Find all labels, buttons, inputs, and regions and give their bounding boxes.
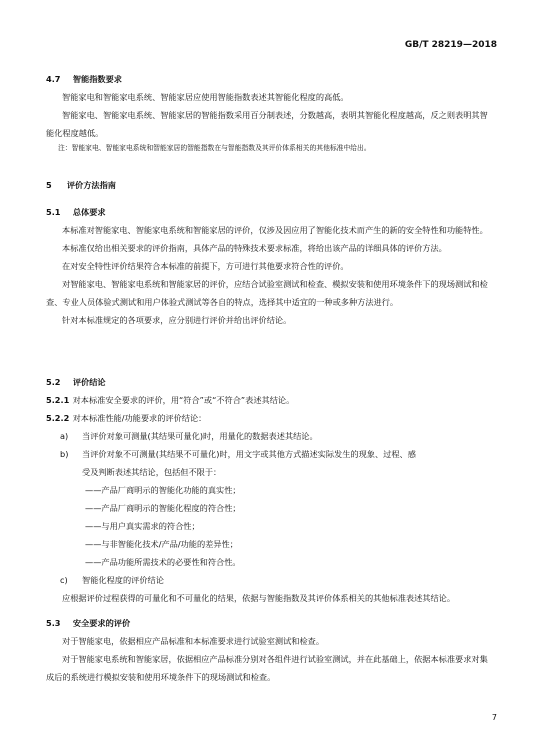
paragraph: 本标准对智能家电、智能家电系统和智能家居的评价，仅涉及因应用了智能化技术而产生的新的安全特性和功能特性。 bbox=[62, 225, 488, 235]
section-5-2 bbox=[46, 373, 492, 607]
section-5-1 bbox=[46, 203, 492, 329]
note: 注：智能家电、智能家电系统和智能家居的智能指数在与智能指数及其评价体系相关的其他标准中给出。 bbox=[58, 144, 371, 152]
clause-5-2-2: 5.2.2 对本标准性能/功能要求的评价结论： bbox=[46, 413, 207, 423]
paragraph: 针对本标准规定的各项要求，应分别进行评价并给出评价结论。 bbox=[62, 315, 292, 325]
section-5-3 bbox=[46, 614, 492, 686]
heading-5-2: 5.2 评价结论 bbox=[46, 377, 106, 387]
paragraph: 在对安全特性评价结果符合本标准的前提下，方可进行其他要求符合性的评价。 bbox=[62, 261, 349, 271]
paragraph: 对智能家电、智能家电系统和智能家居的评价，应结合试验室测试和检查、模拟安装和使用环境条件下的现场测试和检查、专业人员体验式测试和用户体验式测试等各自的特点，选择其中适宜的一种或多种方法进行。 bbox=[46, 279, 488, 307]
heading-4-7: 4.7 智能指数要求 bbox=[46, 74, 122, 84]
list-item-c: c) 智能化程度的评价结论 bbox=[60, 575, 164, 585]
standard-code: GB/T 28219—2018 bbox=[404, 40, 497, 50]
paragraph: 智能家电和智能家电系统、智能家居应使用智能指数表述其智能化程度的高低。 bbox=[62, 92, 349, 102]
paragraph: 应根据评价过程获得的可量化和不可量化的结果，依据与智能指数及其评价体系相关的其他标准表述其结论。 bbox=[62, 593, 456, 603]
dash-item: ——产品厂商明示的智能化程度的符合性； bbox=[85, 503, 241, 513]
heading-5: 5 评价方法指南 bbox=[46, 180, 116, 190]
list-item-b-cont: 受及判断表述其结论，包括但不限于： bbox=[82, 467, 222, 477]
dash-item: ——与非智能化技术/产品/功能的差异性； bbox=[85, 539, 238, 549]
dash-item: ——产品厂商明示的智能化功能的真实性； bbox=[85, 485, 241, 495]
paragraph: 本标准仅给出相关要求的评价指南，具体产品的特殊技术要求标准，将给出该产品的详细具体的评价方法。 bbox=[62, 243, 447, 253]
list-item-a: a) 当评价对象可测量(其结果可量化)时，用量化的数据表述其结论。 bbox=[60, 431, 318, 441]
section-4-7 bbox=[46, 70, 492, 154]
clause-5-2-1: 5.2.1 对本标准安全要求的评价，用“符合”或“不符合”表述其结论。 bbox=[46, 395, 295, 405]
page-number: 7 bbox=[491, 713, 497, 722]
list-item-b: b) 当评价对象不可测量(其结果不可量化)时，用文字或其他方式描述实际发生的现象、过程、感 bbox=[60, 449, 416, 459]
dash-item: ——与用户真实需求的符合性； bbox=[85, 521, 200, 531]
paragraph: 对于智能家电系统和智能家居，依据相应产品标准分别对各组件进行试验室测试，并在此基础上，依据本标准要求对集成后的系统进行模拟安装和使用环境条件下的现场测试和检查。 bbox=[46, 654, 488, 682]
heading-5-3: 5.3 安全要求的评价 bbox=[46, 618, 131, 628]
paragraph: 对于智能家电，依据相应产品标准和本标准要求进行试验室测试和检查。 bbox=[62, 636, 325, 646]
heading-5-1: 5.1 总体要求 bbox=[46, 207, 106, 217]
paragraph: 智能家电、智能家电系统、智能家居的智能指数采用百分制表述，分数越高，表明其智能化程度越高，反之则表明其智能化程度越低。 bbox=[46, 110, 488, 138]
dash-item: ——产品功能所需技术的必要性和符合性。 bbox=[85, 557, 241, 567]
